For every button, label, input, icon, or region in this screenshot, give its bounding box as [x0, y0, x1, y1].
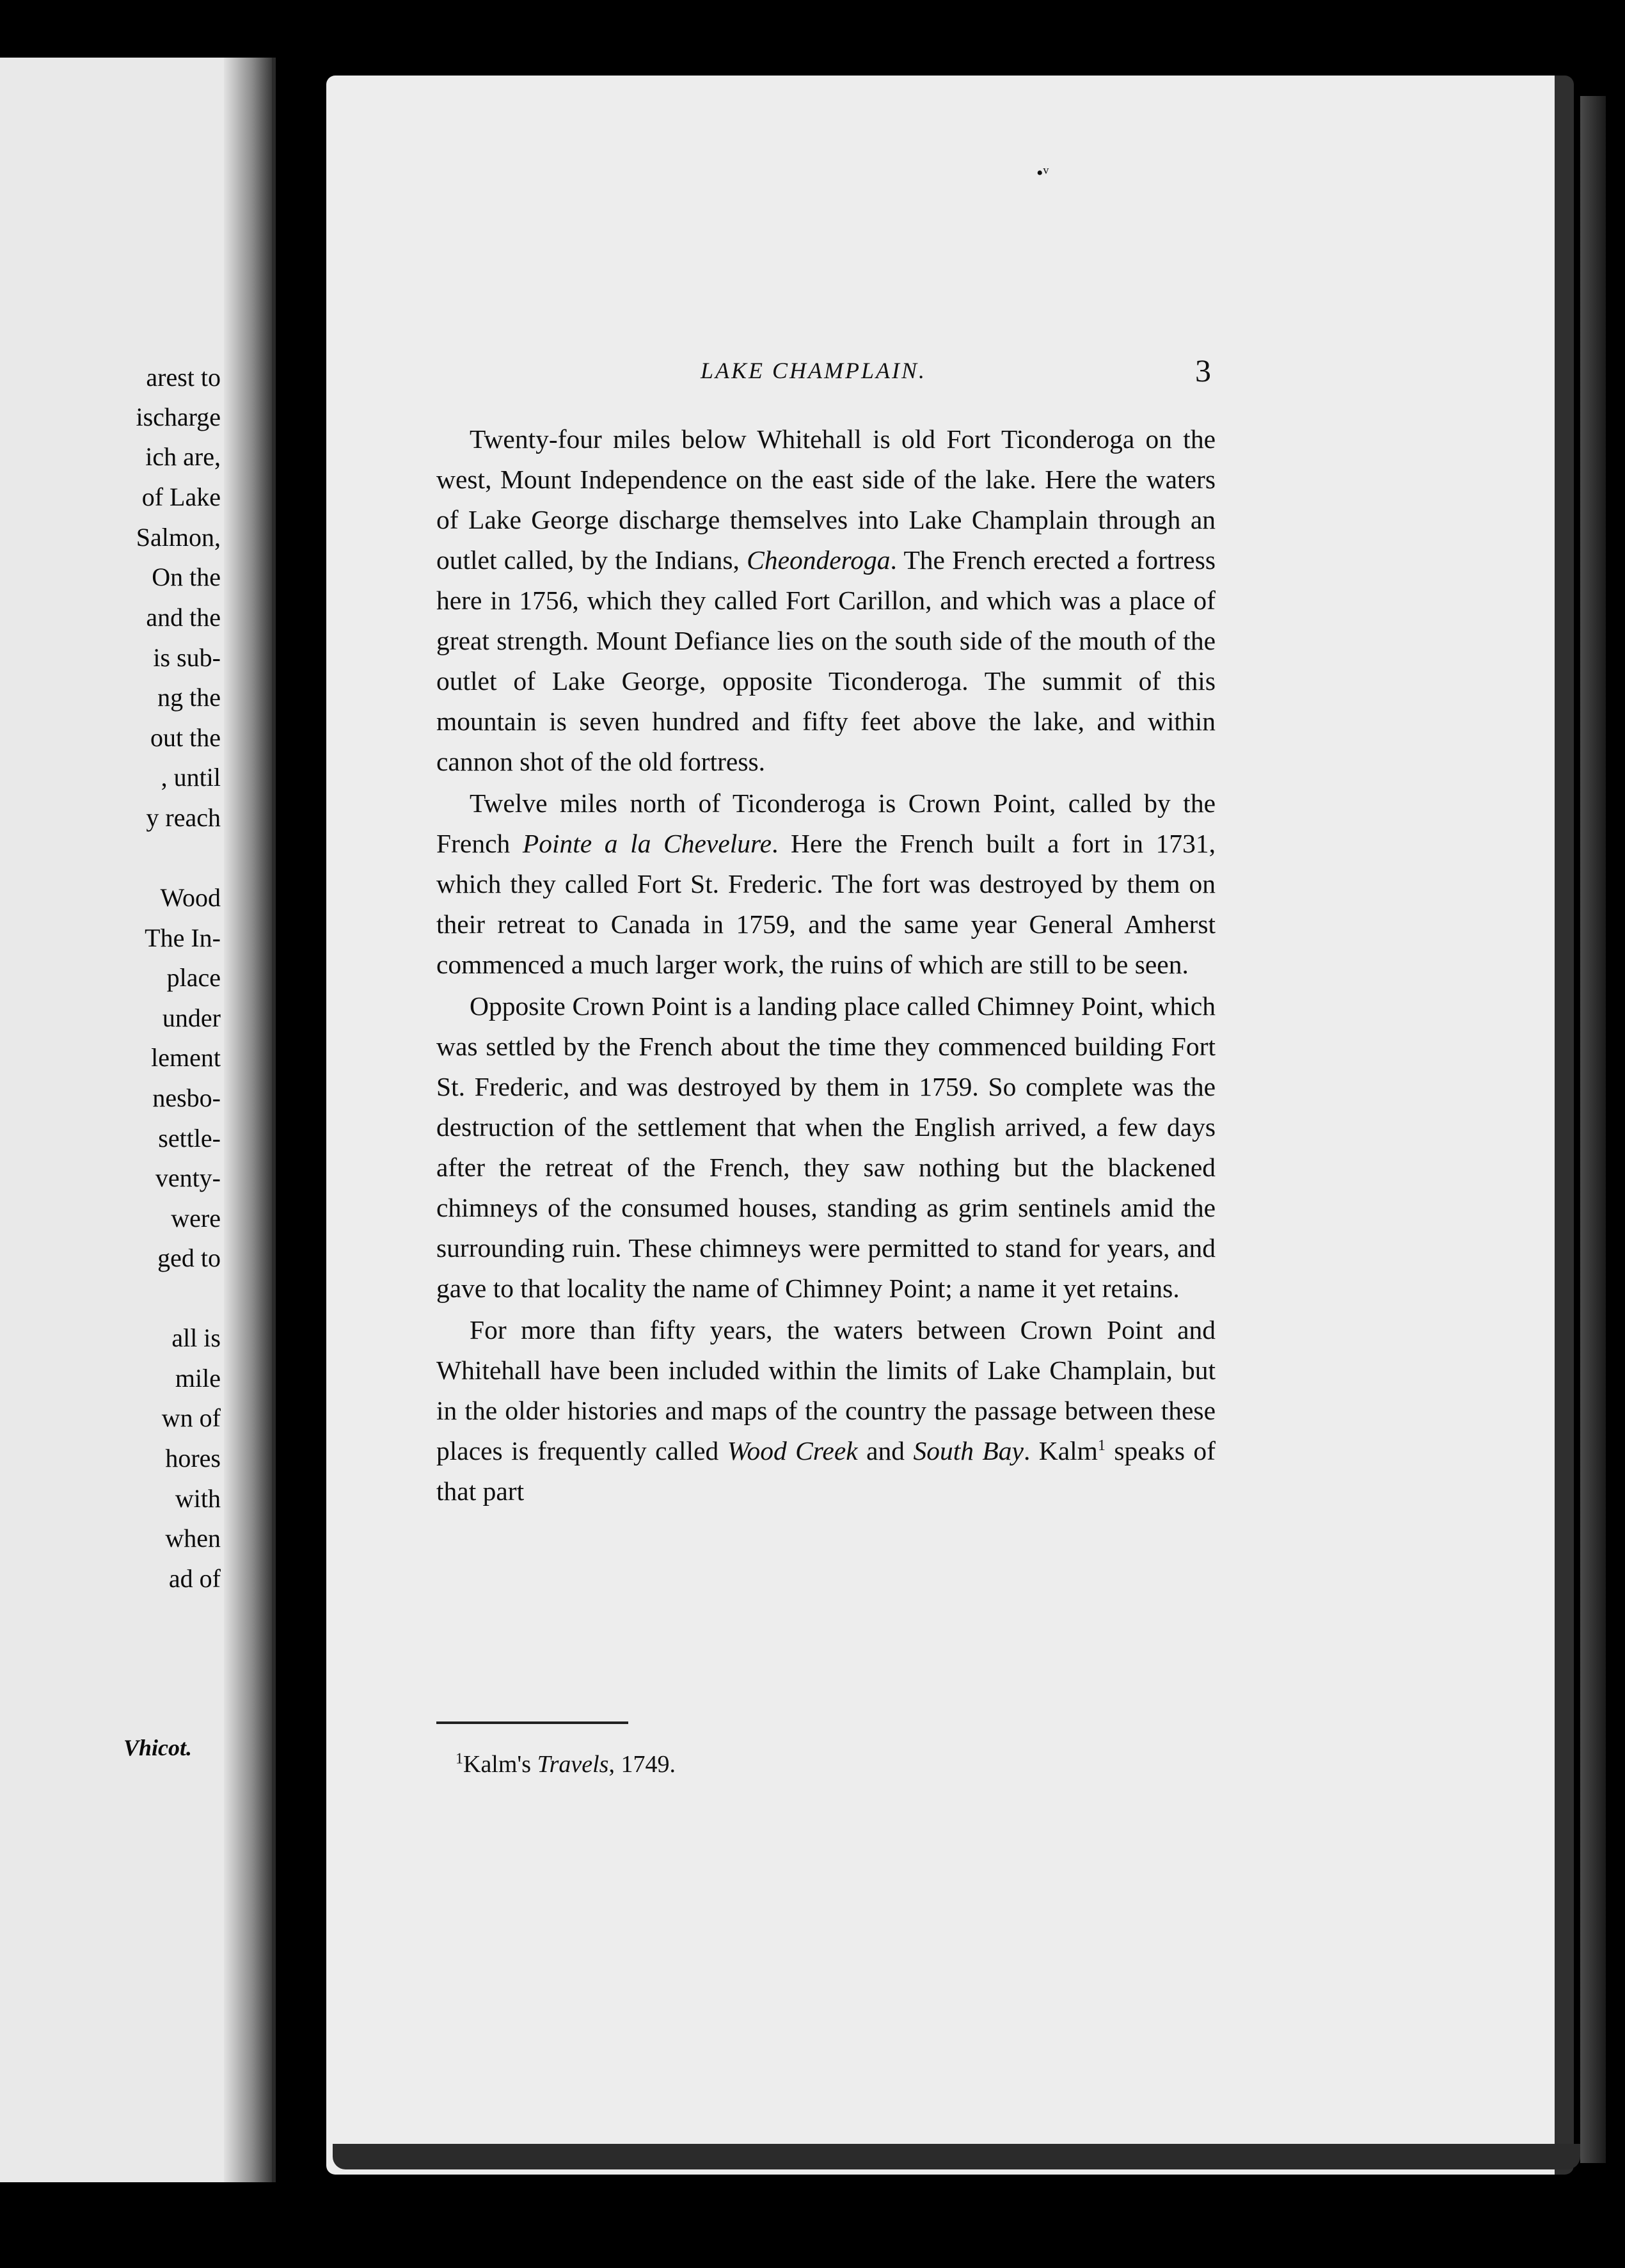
- paragraph: [436, 783, 1216, 985]
- previous-page-line: mile: [175, 1364, 221, 1393]
- paragraph-text: Twenty-four miles below Whitehall is old Fort Ticonderoga on the west, Mount Independence on the east side of the lake. Here the waters of Lake George discharge themselves into Lake Champlain through an outlet called, by the Indians,: [436, 424, 1216, 575]
- previous-page-line: all is: [171, 1323, 221, 1352]
- previous-page: [0, 58, 276, 2182]
- previous-page-line: when: [165, 1524, 221, 1553]
- italic-term: South Bay: [913, 1436, 1024, 1465]
- previous-page-line: out the: [150, 723, 221, 752]
- previous-page-line: of Lake: [141, 483, 221, 511]
- previous-page-line: ng the: [157, 683, 221, 712]
- previous-page-line: ischarge: [136, 403, 221, 431]
- previous-page-line: Salmon,: [136, 523, 221, 552]
- footnote-marker: 1: [456, 1750, 463, 1768]
- previous-page-line: under: [162, 1003, 221, 1032]
- italic-term: Wood Creek: [727, 1436, 858, 1465]
- footnote-title: Travels: [537, 1751, 609, 1778]
- previous-page-line: hores: [165, 1444, 221, 1473]
- previous-page-line: arest to: [146, 363, 221, 392]
- paragraph: [436, 986, 1216, 1309]
- previous-page-line: On the: [152, 563, 221, 591]
- previous-page-line: wn of: [161, 1403, 221, 1432]
- previous-page-line: were: [171, 1204, 221, 1233]
- paragraph-text: Opposite Crown Point is a landing place called Chimney Point, which was settled by the French about the time they commenced building Fort St. Frederic, and was destroyed by them in 1759. So complete was the destruction of the settlement that when the English arrived, a few days after the retreat of the French, they saw nothing but the blackened chimneys of the consumed houses, standing as grim sentinels amid the surrounding ruin. These chimneys were permitted to stand for years, and gave to that locality the name of Chimney Point; a name it yet retains.: [436, 991, 1216, 1303]
- page-edge: [1580, 96, 1606, 2163]
- italic-term: Pointe a la Chevelure: [522, 829, 772, 858]
- previous-page-line: and the: [146, 603, 221, 632]
- paragraph-text: and: [857, 1436, 914, 1465]
- body-text: [436, 419, 1216, 1513]
- footnote-author: Kalm's: [463, 1751, 537, 1778]
- previous-page-line: settle-: [158, 1124, 221, 1153]
- footnote: [456, 1750, 676, 1778]
- page-number: 3: [1195, 353, 1211, 388]
- previous-page-line: place: [166, 963, 221, 992]
- footnote-rule: [436, 1721, 628, 1724]
- previous-page-line: nesbo-: [152, 1083, 221, 1112]
- running-head: LAKE CHAMPLAIN.: [701, 358, 927, 383]
- page-gutter: [224, 58, 272, 2182]
- paragraph-text: . The French erected a fortress here in 1756, which they called Fort Carillon, and which was a place of great strength. Mount Defiance lies on the south side of the mouth of the outlet of Lake George, opposite Ticonderoga. The summit of this mountain is seven hundred and fifty feet above the lake, and within cannon shot of the old fortress.: [436, 545, 1216, 776]
- previous-page-line: y reach: [146, 803, 221, 832]
- paragraph-text: . Kalm: [1023, 1436, 1098, 1465]
- footnote-year: , 1749.: [608, 1751, 676, 1778]
- previous-page-footnote: Vhicot.: [123, 1735, 192, 1761]
- previous-page-line: The In-: [145, 923, 221, 952]
- paragraph-text: Twelve miles north of Ticonderoga is Crown Point, called by the French: [436, 788, 1216, 858]
- page-bottom-edge: [333, 2144, 1580, 2169]
- printer-mark: •ᵛ: [1036, 163, 1049, 184]
- previous-page-line: ich are,: [145, 442, 221, 471]
- paragraph: [436, 1310, 1216, 1512]
- previous-page-line: Wood: [160, 883, 221, 912]
- italic-term: Cheonderoga: [747, 545, 891, 575]
- previous-page-line: , until: [161, 763, 221, 792]
- paragraph-text: For more than fifty years, the waters between Crown Point and Whitehall have been included within the limits of Lake Champlain, but in the older histories and maps of the country the passage between these places is frequently called: [436, 1315, 1216, 1465]
- paragraph-text: speaks of that part: [436, 1436, 1216, 1506]
- previous-page-line: with: [175, 1484, 221, 1513]
- previous-page-line: venty-: [155, 1163, 221, 1192]
- previous-page-line: ad of: [168, 1564, 221, 1593]
- previous-page-line: is sub-: [153, 643, 221, 672]
- paragraph: [436, 419, 1216, 782]
- previous-page-line: ged to: [157, 1243, 221, 1272]
- previous-page-line: lement: [151, 1043, 221, 1072]
- footnote-reference: 1: [1097, 1437, 1106, 1455]
- paragraph-text: . Here the French built a fort in 1731, which they called Fort St. Frederic. The fort was destroyed by them on their retreat to Canada in 1759, and the same year General Amherst commenced a much larger work, the ruins of which are still to be seen.: [436, 829, 1216, 979]
